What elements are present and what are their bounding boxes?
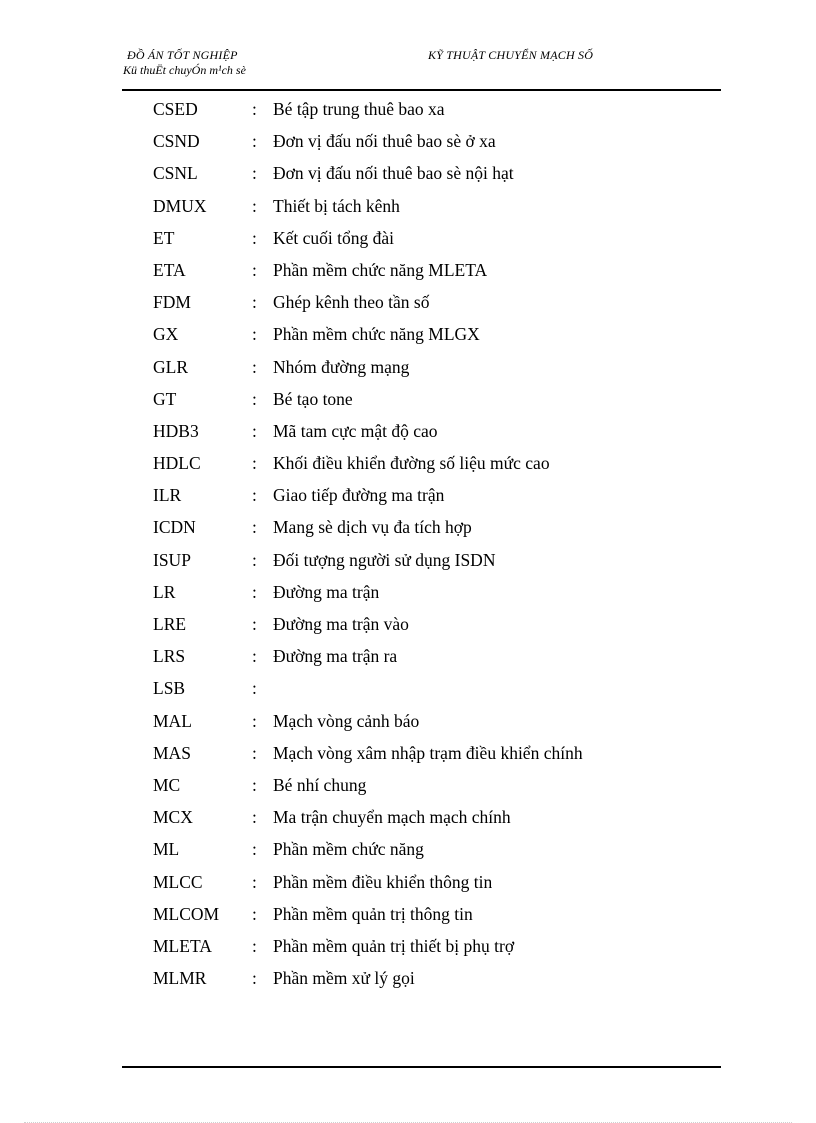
glossary-row [0, 901, 816, 933]
abbreviation-term: HDB3 [153, 420, 199, 441]
abbreviation-term: MLCC [153, 871, 203, 892]
separator-colon: : [252, 292, 257, 313]
abbreviation-term: MC [153, 774, 181, 795]
abbreviation-term: ETA [153, 259, 186, 280]
abbreviation-term: MAL [153, 710, 192, 731]
abbreviation-definition: Kết cuối tổng đài [273, 227, 395, 248]
abbreviation-definition: Mã tam cực mật độ cao [273, 420, 438, 441]
separator-colon: : [252, 581, 257, 602]
abbreviation-definition: Thiết bị tách kênh [273, 195, 400, 216]
separator-colon: : [252, 485, 257, 506]
separator-colon: : [252, 807, 257, 828]
abbreviation-term: DMUX [153, 195, 207, 216]
abbreviation-term: GX [153, 324, 179, 345]
abbreviation-definition: Phần mềm chức năng [273, 839, 424, 860]
abbreviation-definition: Đơn vị đấu nối thuê bao sè nội hạt [273, 163, 514, 184]
abbreviation-term: GT [153, 388, 177, 409]
glossary-row [0, 740, 816, 772]
glossary-row [0, 160, 816, 192]
separator-colon: : [252, 227, 257, 248]
glossary-row [0, 643, 816, 675]
separator-colon: : [252, 646, 257, 667]
separator-colon: : [252, 99, 257, 119]
separator-colon: : [252, 710, 257, 731]
separator-colon: : [252, 774, 257, 795]
abbreviation-term: MCX [153, 807, 193, 828]
abbreviation-list [0, 96, 816, 997]
abbreviation-term: CSND [153, 131, 200, 152]
abbreviation-definition: Bé tập trung thuê bao xa [273, 99, 445, 119]
header-subject-label: Kü thuËt chuyÓn m¹ch sè [123, 63, 246, 77]
glossary-row [0, 257, 816, 289]
separator-colon: : [252, 195, 257, 216]
abbreviation-definition: Ghép kênh theo tần số [273, 292, 430, 313]
abbreviation-definition: Phần mềm chức năng MLETA [273, 259, 488, 280]
abbreviation-term: LRS [153, 646, 186, 667]
abbreviation-definition: Đơn vị đấu nối thuê bao sè ở xa [273, 131, 496, 152]
glossary-row [0, 514, 816, 546]
abbreviation-definition: Phần mềm điều khiển thông tin [273, 871, 493, 892]
glossary-row [0, 772, 816, 804]
abbreviation-term: GLR [153, 356, 188, 377]
abbreviation-definition: Đường ma trận ra [273, 646, 398, 667]
header-rule [122, 89, 721, 91]
glossary-row [0, 321, 816, 353]
header-thesis-label: ĐỒ ÁN TỐT NGHIỆP [127, 48, 238, 62]
abbreviation-definition: Phần mềm quản trị thông tin [273, 903, 473, 924]
glossary-row [0, 675, 816, 707]
glossary-row [0, 225, 816, 257]
separator-colon: : [252, 549, 257, 570]
abbreviation-term: MLMR [153, 968, 207, 989]
separator-colon: : [252, 614, 257, 634]
separator-colon: : [252, 388, 257, 409]
header-title: KỸ THUẬT CHUYỂN MẠCH SỐ [428, 48, 594, 62]
abbreviation-definition: Giao tiếp đường ma trận [273, 485, 445, 506]
glossary-row [0, 611, 816, 643]
separator-colon: : [252, 517, 257, 538]
abbreviation-term: CSED [153, 99, 198, 119]
abbreviation-definition: Đối tượng người sử dụng ISDN [273, 549, 496, 570]
abbreviation-term: LSB [153, 678, 186, 699]
separator-colon: : [252, 163, 257, 184]
glossary-row [0, 128, 816, 160]
glossary-row [0, 836, 816, 868]
abbreviation-definition: Mang sè dịch vụ đa tích hợp [273, 517, 472, 538]
abbreviation-definition: Bé tạo tone [273, 388, 353, 409]
glossary-row [0, 193, 816, 225]
abbreviation-definition: Bé nhí chung [273, 774, 367, 795]
abbreviation-definition: Ma trận chuyển mạch mạch chính [273, 807, 511, 828]
abbreviation-definition: Nhóm đường mạng [273, 356, 410, 377]
footer-rule [122, 1066, 721, 1068]
glossary-row [0, 354, 816, 386]
abbreviation-term: LR [153, 581, 176, 602]
abbreviation-definition: Đường ma trận vào [273, 614, 409, 634]
abbreviation-term: FDM [153, 292, 191, 313]
abbreviation-term: MLCOM [153, 903, 220, 924]
glossary-row [0, 96, 816, 128]
glossary-row [0, 482, 816, 514]
glossary-row [0, 386, 816, 418]
abbreviation-term: LRE [153, 614, 187, 634]
glossary-row [0, 418, 816, 450]
separator-colon: : [252, 935, 257, 956]
separator-colon: : [252, 742, 257, 763]
glossary-row [0, 450, 816, 482]
glossary-row [0, 579, 816, 611]
separator-colon: : [252, 678, 257, 699]
separator-colon: : [252, 356, 257, 377]
glossary-row [0, 965, 816, 997]
separator-colon: : [252, 968, 257, 989]
abbreviation-term: ILR [153, 485, 182, 506]
abbreviation-definition: Mạch vòng xâm nhập trạm điều khiển chính [273, 742, 583, 763]
separator-colon: : [252, 903, 257, 924]
glossary-row [0, 869, 816, 901]
abbreviation-term: ET [153, 227, 175, 248]
abbreviation-definition: Phần mềm quản trị thiết bị phụ trợ [273, 935, 515, 956]
abbreviation-term: ISUP [153, 549, 191, 570]
abbreviation-definition: Phần mềm xử lý gọi [273, 968, 415, 989]
abbreviation-term: ML [153, 839, 180, 860]
abbreviation-definition: Phần mềm chức năng MLGX [273, 324, 480, 345]
glossary-row [0, 708, 816, 740]
glossary-row [0, 933, 816, 965]
abbreviation-term: HDLC [153, 453, 201, 474]
separator-colon: : [252, 324, 257, 345]
abbreviation-term: MAS [153, 742, 191, 763]
separator-colon: : [252, 259, 257, 280]
abbreviation-term: CSNL [153, 163, 198, 184]
separator-colon: : [252, 131, 257, 152]
separator-colon: : [252, 871, 257, 892]
abbreviation-term: ICDN [153, 517, 196, 538]
glossary-row [0, 804, 816, 836]
abbreviation-term: MLETA [153, 935, 212, 956]
abbreviation-definition: Đường ma trận [273, 581, 380, 602]
glossary-row [0, 289, 816, 321]
abbreviation-definition: Mạch vòng cảnh báo [273, 710, 420, 731]
separator-colon: : [252, 453, 257, 474]
abbreviation-definition: Khối điều khiển đường số liệu mức cao [273, 453, 550, 474]
separator-colon: : [252, 839, 257, 860]
separator-colon: : [252, 420, 257, 441]
glossary-row [0, 547, 816, 579]
